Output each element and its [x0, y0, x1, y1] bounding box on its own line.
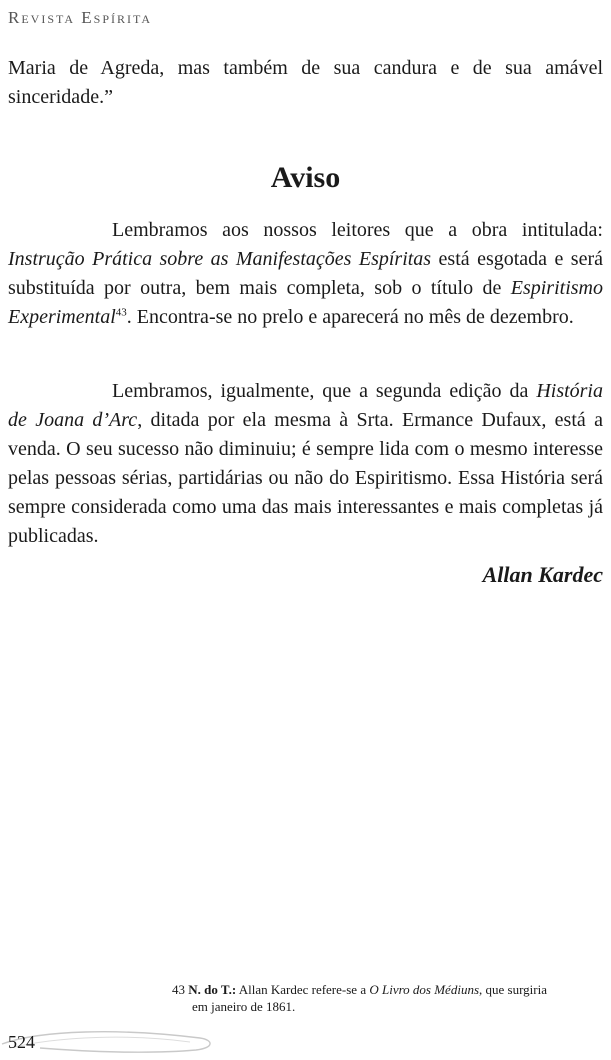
page-number: 524 [8, 1032, 35, 1052]
book-title-joana: História de Joana d’Arc [8, 380, 603, 431]
footnote-text-b: , que surgiria [479, 982, 547, 997]
footnote-text-c: em janeiro de 1861. [192, 999, 296, 1014]
footnote [172, 981, 602, 1015]
footnote-book-title: O Livro dos Médiuns [369, 982, 479, 997]
running-head: Revista Espírita [8, 8, 153, 27]
book-title-espiritismo: Espiritismo Experimental [8, 277, 603, 328]
continuation-paragraph: Maria de Agreda, mas também de sua candura e de sua amável sinceridade.” [8, 57, 603, 108]
notice-paragraph-1-text-a: Lembramos aos nossos leitores que a obra intitulada: [112, 219, 603, 241]
footnote-number: 43 [172, 982, 185, 997]
book-title-instrucao: Instrução Prática sobre as Manifestações Espíritas [8, 248, 432, 270]
signature: Allan Kardec [482, 562, 603, 587]
notice-paragraph-1-text-c: . Encontra-se no prelo e aparecerá no mês de dezembro. [126, 306, 574, 328]
notice-paragraph-2-text-a: Lembramos, igualmente, que a segunda edição da [112, 380, 537, 402]
section-title: Aviso [270, 161, 341, 194]
footnote-label: N. do T.: [188, 982, 237, 997]
notice-paragraph-1 [8, 216, 603, 332]
notice-paragraph-2 [8, 377, 603, 551]
footnote-text-a: Allan Kardec refere-se a [236, 982, 370, 997]
notice-paragraph-1-text-b: está esgotada e será substituída por outra, bem mais completa, sob o título de [8, 248, 604, 299]
footnote-reference[interactable]: 43 [115, 306, 127, 319]
notice-paragraph-2-text-b: , ditada por ela mesma à Srta. Ermance Dufaux, está a venda. O seu sucesso não diminuiu; é sempre lida com o mesmo interesse pelas pessoas sérias, partidárias ou não do Espiritismo. Essa História será sempre considerada como uma das mais interessantes e mais completas já publicadas. [8, 409, 603, 547]
